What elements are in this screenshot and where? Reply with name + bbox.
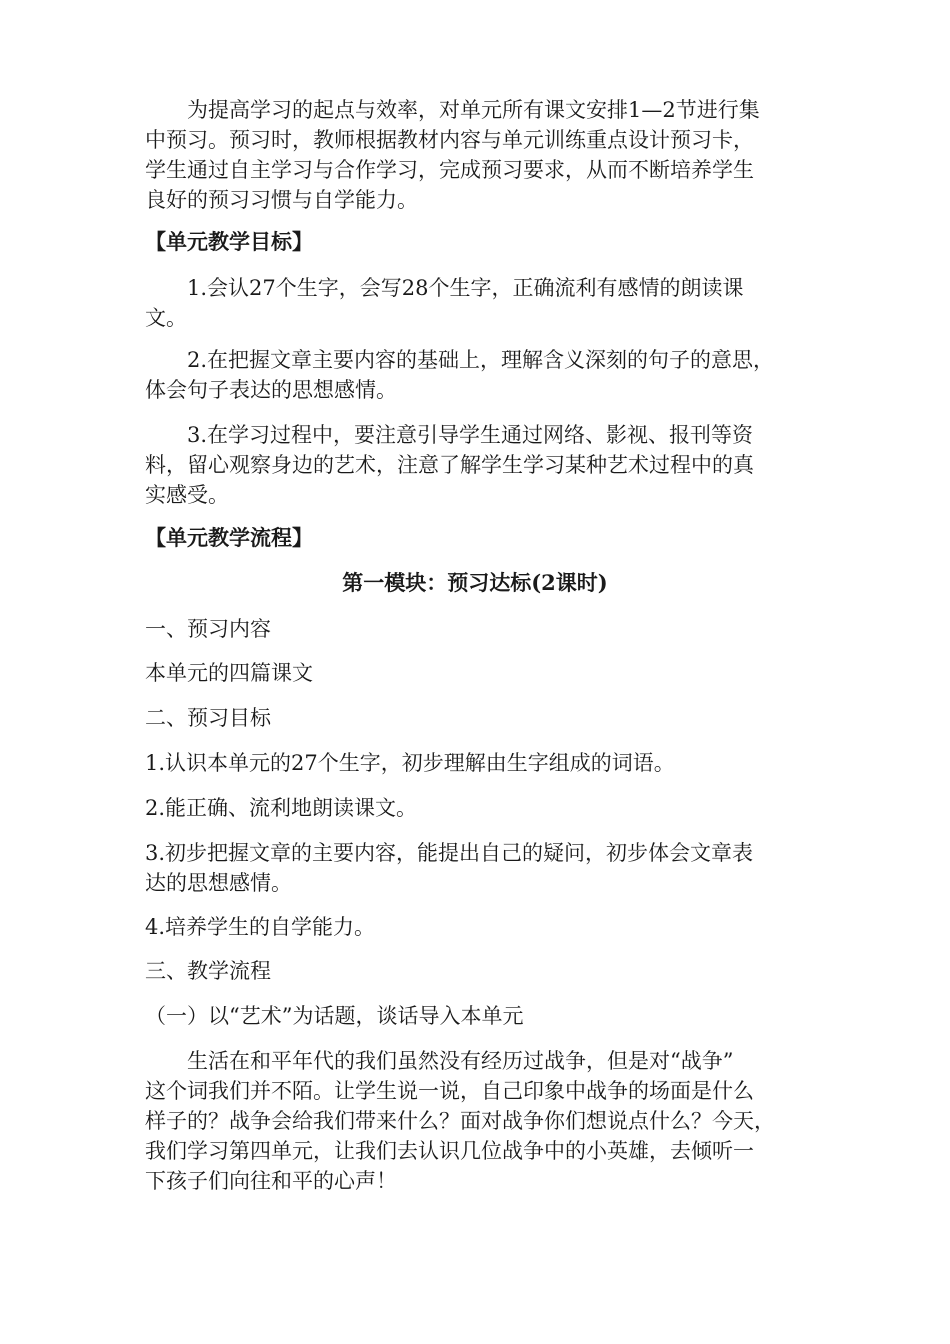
goal-item-1 [145,273,805,333]
section-heading-teaching-flow: 三、教学流程 [145,959,271,983]
goal-item-3 [145,420,805,510]
objective-4: 4.培养学生的自学能力。 [145,915,376,939]
text-line: 3.在学习过程中，要注意引导学生通过网络、影视、报刊等资 [187,423,754,447]
text-line: 样子的？战争会给我们带来什么？面对战争你们想说点什么？今天， [145,1109,775,1133]
intro-paragraph [145,95,805,215]
objective-1: 1.认识本单元的27个生字，初步理解由生字组成的词语。 [145,751,675,775]
text-line: 3.初步把握文章的主要内容，能提出自己的疑问，初步体会文章表 [145,841,754,865]
objective-3 [145,838,805,898]
text-line: 这个词我们并不陌。让学生说一说，自己印象中战争的场面是什么 [145,1079,754,1103]
text-line: 下孩子们向往和平的心声！ [145,1169,397,1193]
text-line: 文。 [145,306,187,330]
text-line: 1.会认27个生字，会写28个生字，正确流利有感情的朗读课 [187,276,744,300]
preview-content-text: 本单元的四篇课文 [145,661,313,685]
step-1-heading: （一）以“艺术”为话题，谈话导入本单元 [145,1004,524,1028]
text-line: 实感受。 [145,483,229,507]
section-heading-preview-goals: 二、预习目标 [145,706,271,730]
goal-item-2 [145,345,805,405]
text-line: 2.在把握文章主要内容的基础上，理解含义深刻的句子的意思， [187,348,775,372]
objective-2: 2.能正确、流利地朗读课文。 [145,796,418,820]
section-heading-preview-content: 一、预习内容 [145,617,271,641]
closing-paragraph [145,1046,805,1196]
text-line: 中预习。预习时，教师根据教材内容与单元训练重点设计预习卡， [145,128,754,152]
module-title: 第一模块：预习达标(2课时) [342,570,608,595]
text-line: 我们学习第四单元，让我们去认识几位战争中的小英雄，去倾听一 [145,1139,754,1163]
text-line: 料，留心观察身边的艺术，注意了解学生学习某种艺术过程中的真 [145,453,754,477]
goals-heading: 【单元教学目标】 [145,229,313,254]
text-line: 学生通过自主学习与合作学习，完成预习要求，从而不断培养学生 [145,158,754,182]
text-line: 达的思想感情。 [145,871,292,895]
text-line: 体会句子表达的思想感情。 [145,378,397,402]
text-line: 良好的预习习惯与自学能力。 [145,188,418,212]
text-line: 生活在和平年代的我们虽然没有经历过战争，但是对“战争” [187,1049,734,1073]
flow-heading: 【单元教学流程】 [145,525,313,550]
text-line: 为提高学习的起点与效率，对单元所有课文安排1—2节进行集 [187,98,760,122]
